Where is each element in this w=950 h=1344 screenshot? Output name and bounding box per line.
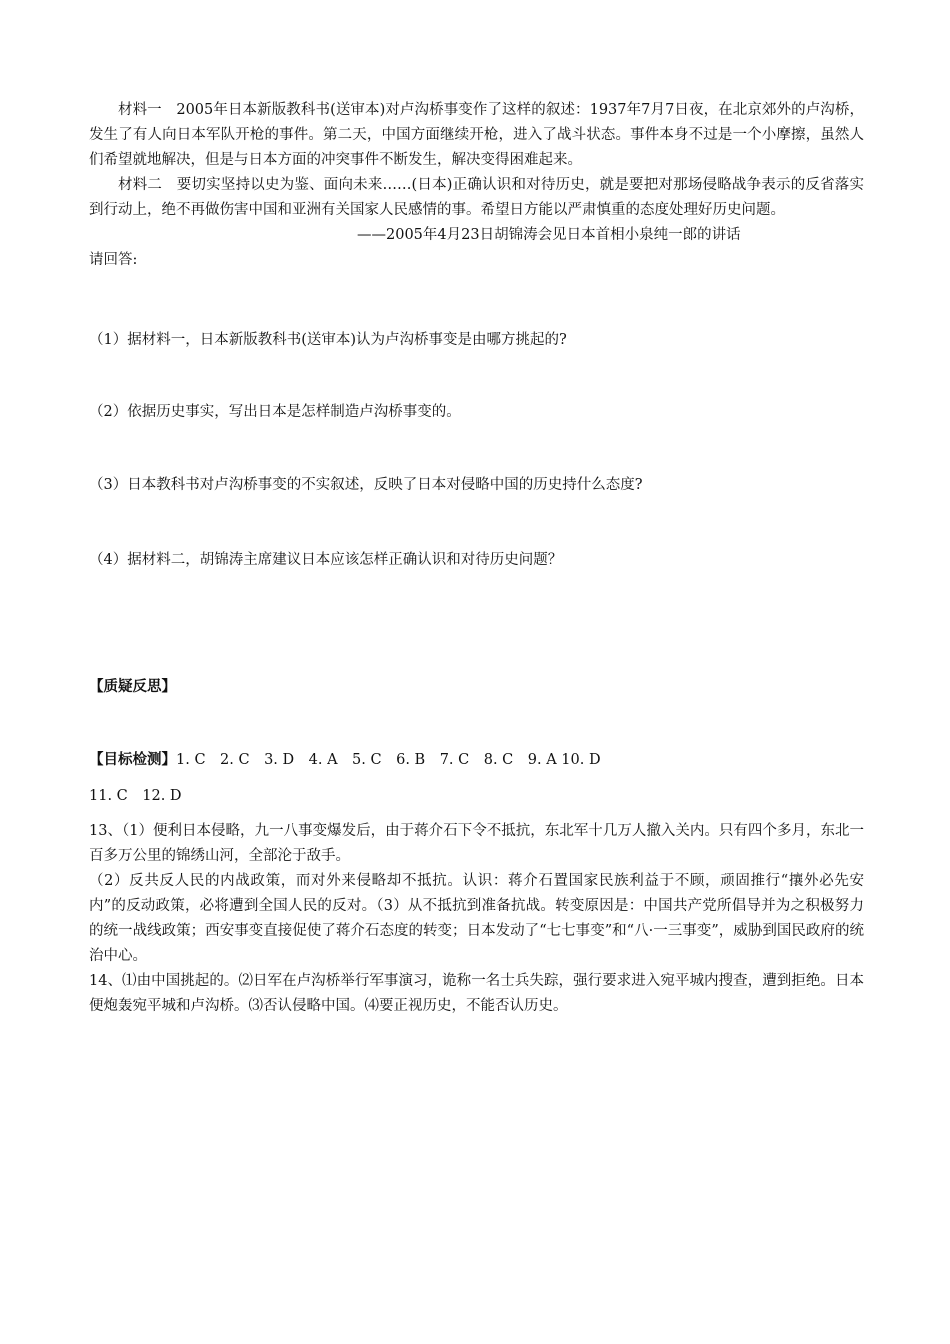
target-check-heading: 【目标检测】 bbox=[89, 751, 176, 768]
question-1: （1）据材料一，日本新版教科书(送审本)认为卢沟桥事变是由哪方挑起的? bbox=[89, 332, 567, 348]
question-3: （3）日本教科书对卢沟桥事变的不实叙述，反映了日本对侵略中国的历史持什么态度? bbox=[89, 477, 643, 493]
material-two: 材料二 要切实坚持以史为鉴、面向未来……(日本)正确认识和对待历史，就是要把对那场侵略战争表示的反省落实到行动上，绝不再做伤害中国和亚洲有关国家人民感情的事。希望日方能以严肃慎重的态度处理好历史问题。 bbox=[89, 177, 864, 218]
answer-prompt: 请回答: bbox=[89, 252, 138, 268]
answer-14: 14、⑴由中国挑起的。⑵日军在卢沟桥举行军事演习，诡称一名士兵失踪，强行要求进入宛平城内搜查，遭到拒绝。日本便炮轰宛平城和卢沟桥。⑶否认侵略中国。⑷要正视历史，不能否认历史。 bbox=[89, 973, 864, 1014]
document-page bbox=[89, 98, 864, 1014]
answer-13-part-1: 13、（1）便利日本侵略，九一八事变爆发后，由于蒋介石下令不抵抗，东北军十几万人撤入关内。只有四个多月，东北一百多万公里的锦绣山河，全部沦于敌手。 bbox=[89, 823, 864, 864]
reflection-heading: 【质疑反思】 bbox=[89, 678, 176, 695]
question-4: （4）据材料二，胡锦涛主席建议日本应该怎样正确认识和对待历史问题？ bbox=[89, 552, 563, 568]
answers-line-1: 1. C 2. C 3. D 4. A 5. C 6. B 7. C 8. C 9. A 10. D bbox=[176, 752, 601, 768]
material-two-source: ——2005年4月23日胡锦涛会见日本首相小泉纯一郎的讲话 bbox=[357, 227, 741, 243]
question-2: （2）依据历史事实，写出日本是怎样制造卢沟桥事变的。 bbox=[89, 404, 461, 420]
target-check-line bbox=[89, 747, 601, 773]
answer-13-part-2: （2）反共反人民的内战政策，而对外来侵略却不抵抗。认识：蒋介石置国家民族利益于不顾，顽固推行“攘外必先安内”的反动政策，必将遭到全国人民的反对。（3）从不抵抗到准备抗战。转变原因是：中国共产党所倡导并为之积极努力的统一战线政策；西安事变直接促使了蒋介石态度的转变；日本发动了“七七事变”和“八·一三事变”，威胁到国民政府的统治中心。 bbox=[89, 873, 864, 964]
material-one: 材料一 2005年日本新版教科书(送审本)对卢沟桥事变作了这样的叙述：1937年7月7日夜，在北京郊外的卢沟桥，发生了有人向日本军队开枪的事件。第二天，中国方面继续开枪，进入了战斗状态。事件本身不过是一个小摩擦，虽然人们希望就地解决，但是与日本方面的冲突事件不断发生，解决变得困难起来。 bbox=[89, 102, 864, 168]
answers-line-2: 11. C 12. D bbox=[89, 788, 182, 804]
answer-block bbox=[89, 819, 864, 1019]
